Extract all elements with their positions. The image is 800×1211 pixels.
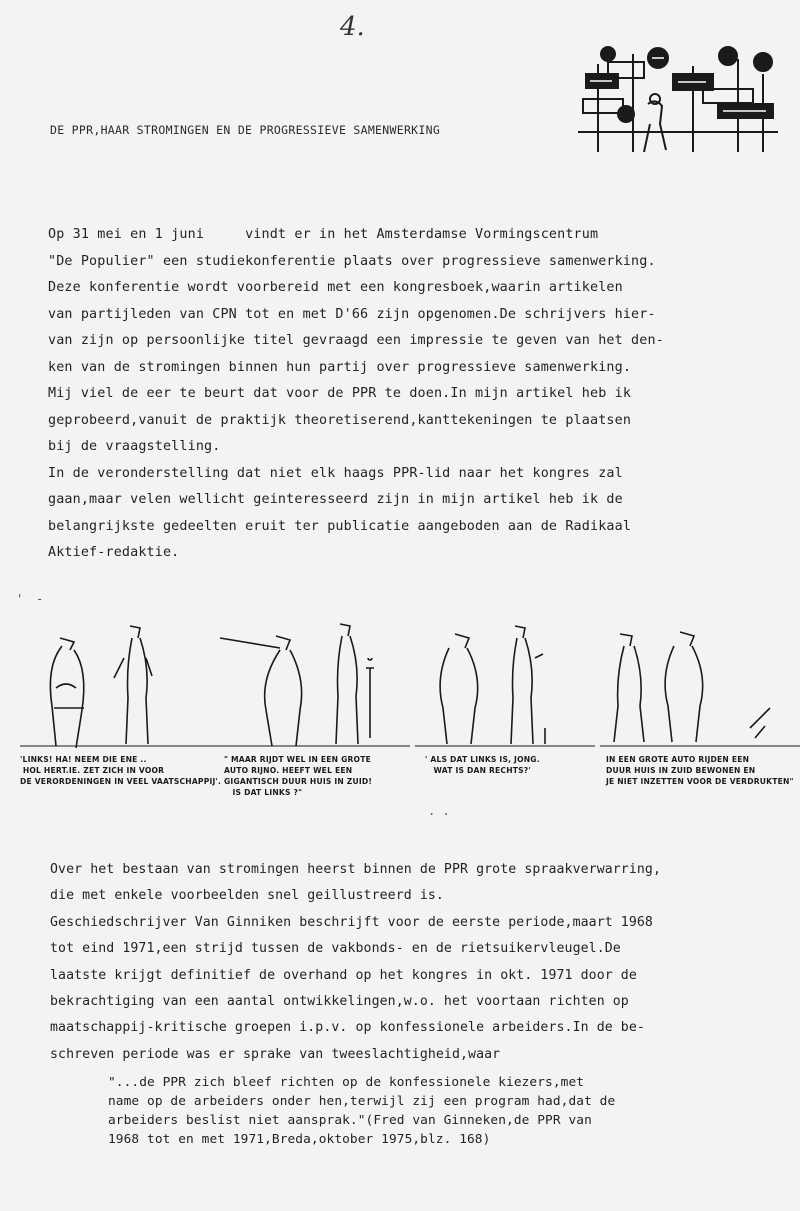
margin-mark: ' (16, 592, 24, 606)
cartoon-figures-icon (600, 618, 800, 752)
body-line: Geschiedschrijver Van Ginniken beschrijft voor de eerste periode,maart 1968 (50, 914, 653, 930)
block-quote (108, 1073, 708, 1149)
intro-line: Op 31 mei en 1 juni vindt er in het Amsterdamse Vormingscentrum (48, 227, 599, 242)
intro-line: Mij viel de eer te beurt dat voor de PPR te doen.In mijn artikel heb ik (48, 386, 632, 401)
cartoon-caption: 'LINKS! HA! NEEM DIE ENE .. HOL HERT.IE. ZET ZICH IN VOOR DE VERORDENINGEN IN VEEL VAATSCHAPPIJ'. (20, 755, 222, 786)
quote-line: arbeiders beslist niet aansprak."(Fred van Ginneken,de PPR van (108, 1113, 592, 1128)
intro-line: Deze konferentie wordt voorbereid met een kongresboek,waarin artikelen (48, 280, 623, 295)
signpost-illustration (578, 44, 778, 156)
intro-line: bij de vraagstelling. (48, 439, 221, 454)
body-line: bekrachtiging van een aantal ontwikkelingen,w.o. het voortaan richten op (50, 994, 629, 1010)
intro-line: van partijleden van CPN tot en met D'66 zijn opgenomen.De schrijvers hier- (48, 306, 656, 322)
cartoon-strip (20, 618, 800, 808)
intro-line: In de veronderstelling dat niet elk haags PPR-lid naar het kongres zal (48, 465, 623, 481)
body-line: laatste krijgt definitief de overhand op het kongres in okt. 1971 door de (50, 967, 637, 983)
quote-line: name op de arbeiders onder hen,terwijl zij een program had,dat de (108, 1094, 616, 1109)
intro-line: ken van de stromingen binnen hun partij over progressieve samenwerking. (48, 359, 632, 375)
page-number: 4. (340, 12, 365, 42)
intro-line: geprobeerd,vanuit de praktijk theoretiserend,kanttekeningen te plaatsen (48, 412, 632, 428)
margin-mark: - (36, 592, 44, 606)
intro-paragraph (48, 222, 768, 567)
cartoon-caption: ' ALS DAT LINKS IS, JONG. WAT IS DAN RECHTS?' (425, 755, 540, 775)
intro-line: van zijn op persoonlijke titel gevraagd een impressie te geven van het den- (48, 333, 664, 348)
body-paragraph (50, 857, 770, 1068)
body-line: tot eind 1971,een strijd tussen de vakbonds- en de rietsuikervleugel.De (50, 941, 621, 957)
quote-line: "...de PPR zich bleef richten op de konfessionele kiezers,met (108, 1075, 585, 1090)
body-line: Over het bestaan van stromingen heerst binnen de PPR grote spraakverwarring, (50, 862, 662, 877)
cartoon-panel-4 (600, 618, 800, 808)
cartoon-figures-icon (210, 618, 410, 752)
cartoon-panel-3 (415, 618, 595, 808)
intro-line: gaan,maar velen wellicht geinteresseerd zijn in mijn artikel heb ik de (48, 492, 623, 507)
intro-line: "De Populier" een studiekonferentie plaats over progressieve samenwerking. (48, 253, 656, 269)
body-line: maatschappij-kritische groepen i.p.v. op konfessionele arbeiders.In de be- (50, 1020, 645, 1036)
cartoon-figures-icon (20, 618, 220, 752)
article-heading: DE PPR,HAAR STROMINGEN EN DE PROGRESSIEVE SAMENWERKING (50, 123, 441, 137)
cartoon-figures-icon (415, 618, 595, 752)
cartoon-panel-1 (20, 618, 220, 808)
cartoon-caption: IN EEN GROTE AUTO RIJDEN EEN DUUR HUIS IN ZUID BEWONEN EN JE NIET INZETTEN VOOR DE VERDRUKTEN" (606, 755, 794, 786)
body-line: schreven periode was er sprake van tweeslachtigheid,waar (50, 1046, 501, 1062)
cartoon-caption: " MAAR RIJDT WEL IN EEN GROTE AUTO RIJNO. HEEFT WEL EEN GIGANTISCH DUUR HUIS IN ZUID! IS DAT LINKS ?" (224, 755, 373, 797)
intro-line: belangrijkste gedeelten eruit ter publicatie aangeboden aan de Radikaal (48, 518, 632, 534)
page-mark: . . (428, 804, 450, 818)
intro-line: Aktief-redaktie. (48, 545, 180, 560)
body-line: die met enkele voorbeelden snel geillustreerd is. (50, 888, 444, 904)
cartoon-panel-2 (210, 618, 410, 808)
quote-line: 1968 tot en met 1971,Breda,oktober 1975,blz. 168) (108, 1132, 491, 1147)
